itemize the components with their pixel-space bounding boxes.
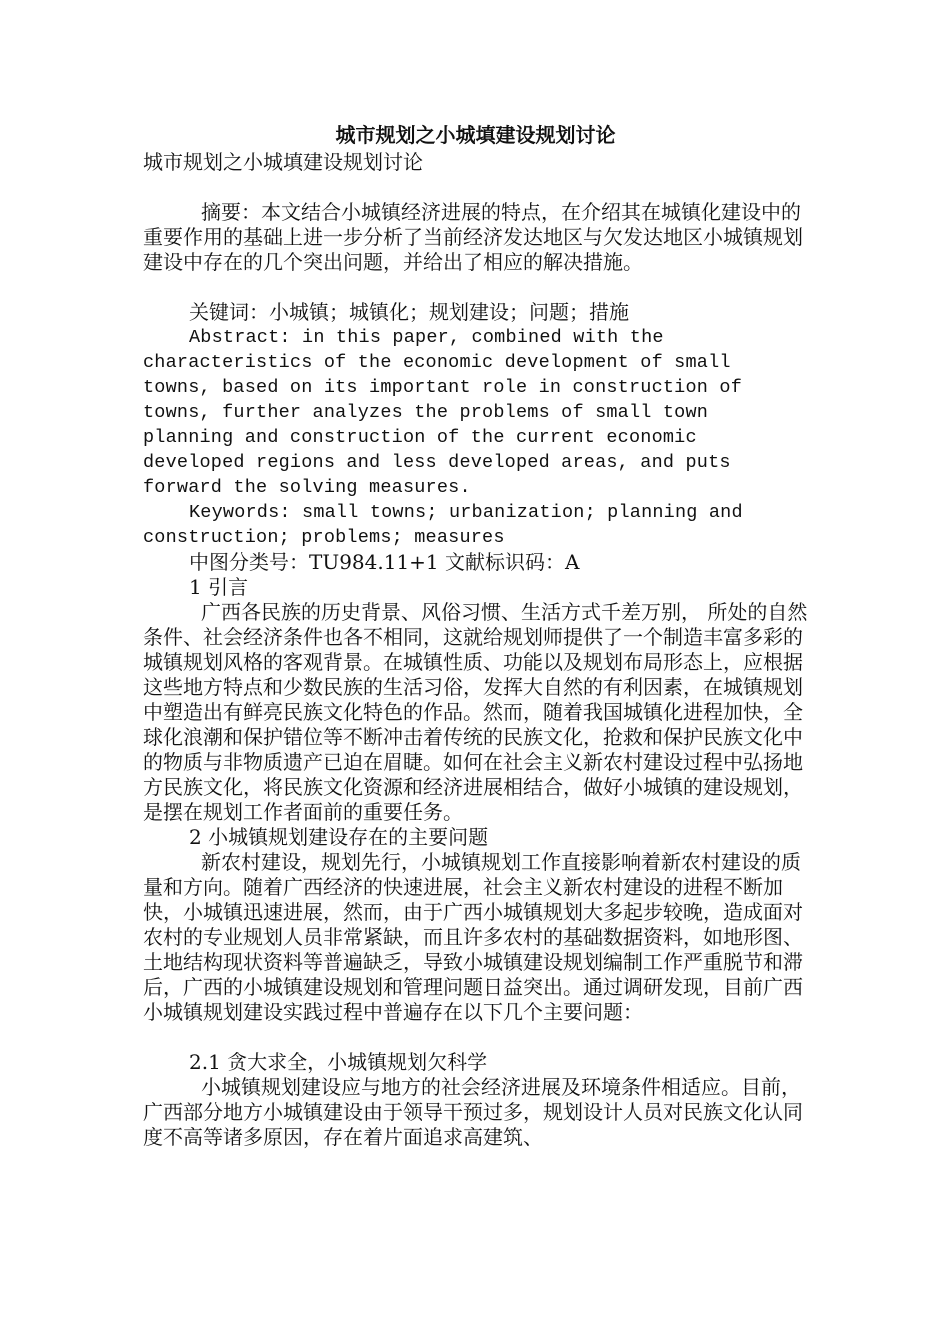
section-2-1-heading: 2.1 贪大求全，小城镇规划欠科学 (189, 1050, 488, 1074)
spacer (143, 275, 808, 300)
document-title: 城市规划之小城填建设规划讨论 (335, 123, 616, 147)
classification-line: 中图分类号：TU984.11+1 文献标识码：A (189, 550, 580, 574)
section-1-heading: 1 引言 (189, 575, 249, 599)
abstract-cn: 摘要：本文结合小城镇经济进展的特点，在介绍其在城镇化建设中的重要作用的基础上进一步分析了当前经济发达地区与欠发达地区小城镇规划建设中存在的几个突出问题，并给出了相应的解决措施。 (143, 200, 803, 274)
section-2-1-body: 小城镇规划建设应与地方的社会经济进展及环境条件相适应。目前，广西部分地方小城镇建设由于领导干预过多，规划设计人员对民族文化认同度不高等诸多原因，存在着片面追求高建筑、 (143, 1075, 803, 1149)
keywords-en: Keywords: small towns; urbanization; planning and construction; problems; measures (143, 502, 743, 548)
section-2-body: 新农村建设，规划先行，小城镇规划工作直接影响着新农村建设的质量和方向。随着广西经济的快速进展，社会主义新农村建设的进程不断加快，小城镇迅速进展，然而，由于广西小城镇规划大多起步较晚，造成面对农村的专业规划人员非常紧缺，而且许多农村的基础数据资料，如地形图、土地结构现状资料等普遍缺乏，导致小城镇建设规划编制工作严重脱节和滞后，广西的小城镇建设规划和管理问题日益突出。通过调研发现，目前广西小城镇规划建设实践过程中普遍存在以下几个主要问题： (143, 850, 803, 1024)
abstract-en: Abstract: in this paper, combined with the characteristics of the economic development of small towns, based on its important role in construction of towns, further analyzes the problems of small town planning and construction of the current economic developed regions and less developed areas, and puts forward the solving measures. (143, 327, 742, 498)
section-1-body: 广西各民族的历史背景、风俗习惯、生活方式千差万别， 所处的自然条件、社会经济条件也各不相同，这就给规划师提供了一个制造丰富多彩的城镇规划风格的客观背景。在城镇性质、功能以及规划布局形态上，应根据这些地方特点和少数民族的生活习俗，发挥大自然的有利因素，在城镇规划中塑造出有鲜亮民族文化特色的作品。然而，随着我国城镇化进程加快，全球化浪潮和保护错位等不断冲击着传统的民族文化，抢救和保护民族文化中的物质与非物质遗产已迫在眉睫。如何在社会主义新农村建设过程中弘扬地方民族文化，将民族文化资源和经济进展相结合，做好小城镇的建设规划，是摆在规划工作者面前的重要任务。 (143, 600, 808, 824)
document-subtitle: 城市规划之小城填建设规划讨论 (143, 150, 423, 174)
spacer (143, 1025, 808, 1050)
section-2-heading: 2 小城镇规划建设存在的主要问题 (189, 825, 489, 849)
document-page (143, 120, 808, 1150)
spacer (143, 175, 808, 200)
keywords-cn: 关键词：小城镇；城镇化；规划建设；问题；措施 (189, 300, 629, 324)
